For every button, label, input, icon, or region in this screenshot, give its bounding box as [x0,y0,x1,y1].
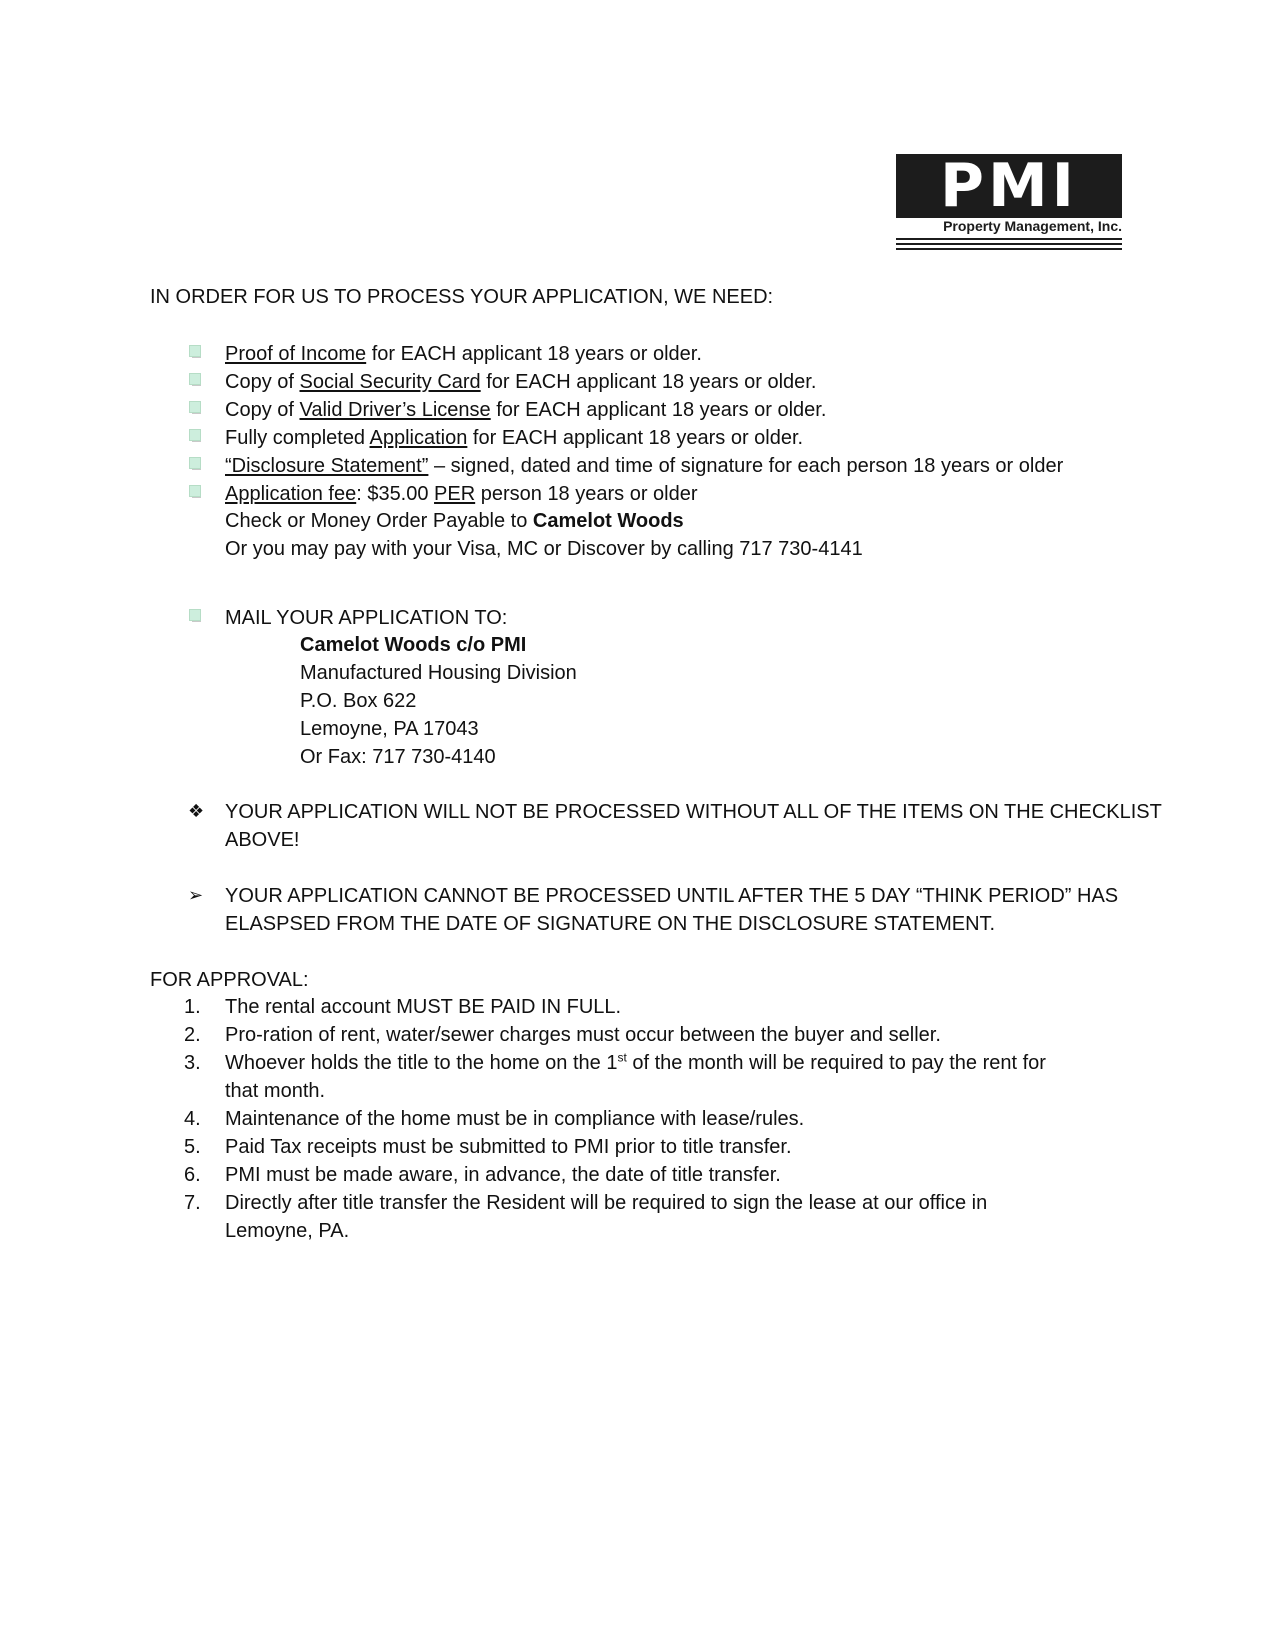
checklist-item-key: Social Security Card [299,371,481,393]
approval-item: PMI must be made aware, in advance, the date of title transfer. [225,1164,781,1186]
checklist-item-prefix: Copy of [225,399,300,421]
checkbox-icon [189,345,201,357]
checklist-item-text: – signed, dated and time of signature for each person 18 years or older [428,455,1064,477]
fee-payable-prefix: Check or Money Order Payable to [225,510,533,532]
pmi-logo [896,154,1122,250]
checkbox-icon [189,457,201,469]
logo-subtitle: Property Management, Inc. [943,218,1122,234]
mail-label: MAIL YOUR APPLICATION TO: [225,607,508,629]
approval-number: 2. [184,1024,201,1046]
checkbox-icon [189,429,201,441]
approval-number: 7. [184,1192,201,1214]
approval-item: Pro-ration of rent, water/sewer charges must occur between the buyer and seller. [225,1024,941,1046]
approval-number: 1. [184,996,201,1018]
ordinal-suffix: st [617,1050,627,1065]
fee-rest: person 18 years or older [475,483,698,505]
checklist-item [225,424,803,452]
fee-payable-line [225,507,684,535]
checklist-item-text: for EACH applicant 18 years or older. [490,399,827,421]
fee-card-line: Or you may pay with your Visa, MC or Discover by calling 717 730-4141 [225,538,863,560]
approval-item: Maintenance of the home must be in compliance with lease/rules. [225,1108,805,1130]
mail-city: Lemoyne, PA 17043 [300,718,479,740]
approval-number: 5. [184,1136,201,1158]
diamond-bullet-icon: ❖ [188,801,205,822]
fee-per: PER [434,483,476,505]
mail-name-text: Camelot Woods c/o PMI [300,634,527,656]
approval-item [225,1049,1046,1077]
approval-number: 6. [184,1164,201,1186]
approval-item: Directly after title transfer the Resident will be required to sign the lease at our office in [225,1192,988,1214]
checklist-item-prefix: Copy of [225,371,300,393]
checklist-item-key: Application [369,427,468,449]
approval-item: Paid Tax receipts must be submitted to PMI prior to title transfer. [225,1136,792,1158]
warning-1-line2: ABOVE! [225,829,300,851]
warning-2-line1: YOUR APPLICATION CANNOT BE PROCESSED UNTIL AFTER THE 5 DAY “THINK PERIOD” HAS [225,885,1119,907]
approval-number: 3. [184,1052,201,1074]
checklist-item-key: Proof of Income [225,343,367,365]
checklist-item-text: for EACH applicant 18 years or older. [467,427,804,449]
mail-division: Manufactured Housing Division [300,662,577,684]
approval-item: The rental account MUST BE PAID IN FULL. [225,996,622,1018]
checklist-item-text: for EACH applicant 18 years or older. [480,371,817,393]
fee-label: Application fee [225,483,357,505]
logo-letters: PMI [896,154,1122,218]
fee-amount: : $35.00 [356,483,435,505]
arrow-bullet-icon: ➢ [188,885,204,906]
checklist-item [225,396,826,424]
logo-rule [896,248,1122,250]
approval-item-continuation: Lemoyne, PA. [225,1220,350,1242]
mail-fax: Or Fax: 717 730-4140 [300,746,496,768]
checkbox-icon [189,401,201,413]
fee-payable-to: Camelot Woods [532,510,684,532]
checkbox-icon [189,609,201,621]
checklist-item-text: for EACH applicant 18 years or older. [366,343,702,365]
fee-item [225,480,698,508]
logo-rule [896,238,1122,240]
checklist-item-key: Valid Driver’s License [299,399,491,421]
approval-item-text: of the month will be required to pay the rent for [626,1052,1046,1074]
mail-box: P.O. Box 622 [300,690,417,712]
checklist-item [225,452,1063,480]
warning-2-line2: ELASPSED FROM THE DATE OF SIGNATURE ON THE DISCLOSURE STATEMENT. [225,913,996,935]
checkbox-icon [189,485,201,497]
approval-item-text: Whoever holds the title to the home on the 1 [225,1052,618,1074]
checklist-item-key: “Disclosure Statement” [225,455,429,477]
mail-name [300,631,526,659]
approval-heading: FOR APPROVAL: [150,969,309,991]
checklist-item [225,368,816,396]
approval-item-continuation: that month. [225,1080,326,1102]
logo-rule [896,243,1122,245]
checklist-item [225,340,702,368]
checkbox-icon [189,373,201,385]
approval-number: 4. [184,1108,201,1130]
requirements-heading: IN ORDER FOR US TO PROCESS YOUR APPLICATION, WE NEED: [150,286,774,308]
checklist-item-prefix: Fully completed [225,427,370,449]
warning-1-line1: YOUR APPLICATION WILL NOT BE PROCESSED WITHOUT ALL OF THE ITEMS ON THE CHECKLIST [225,801,1162,823]
